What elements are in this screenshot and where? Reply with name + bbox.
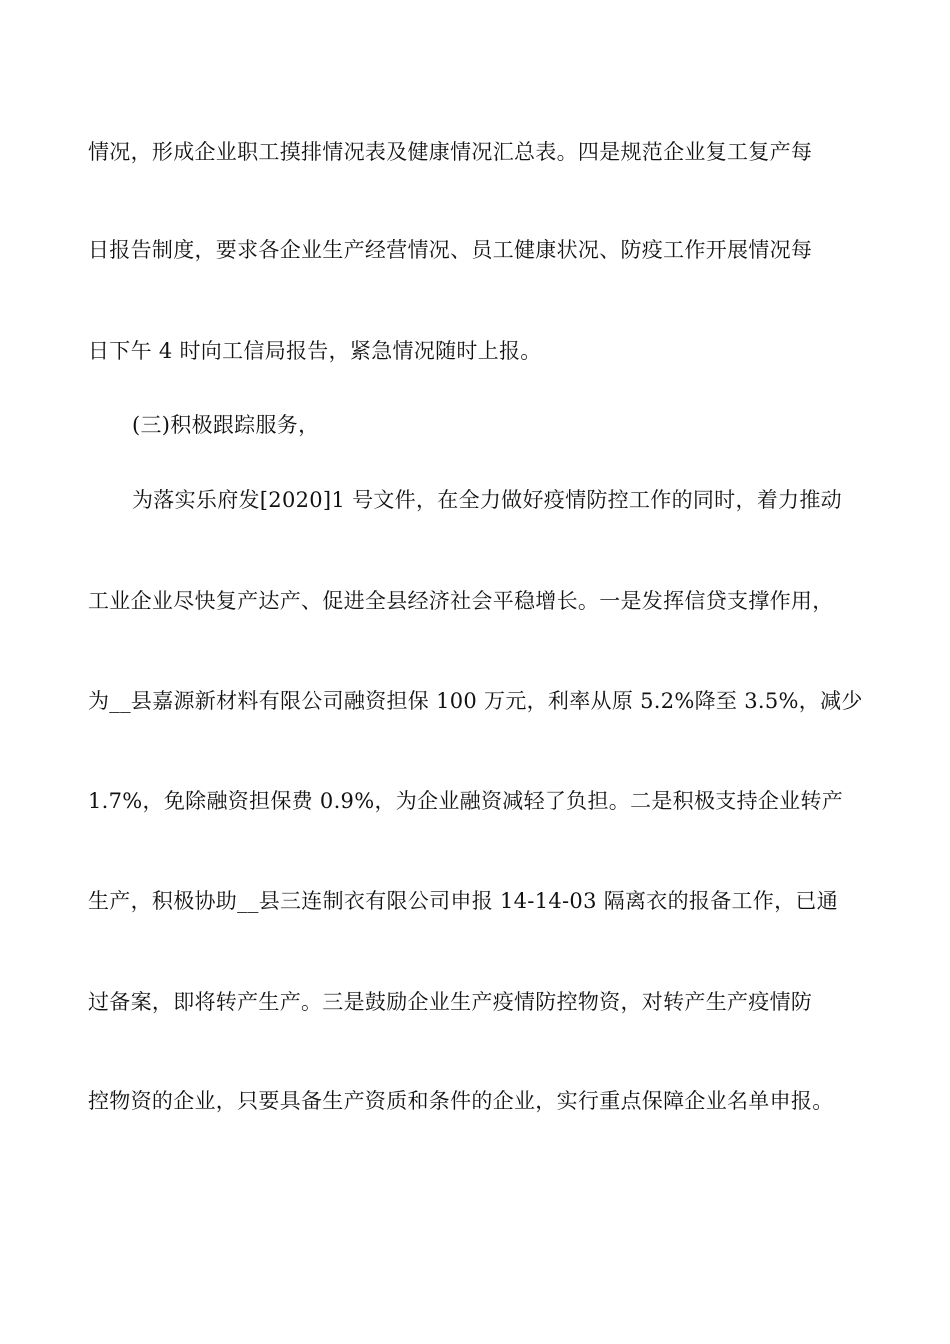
text-line: 为落实乐府发[2020]1 号文件，在全力做好疫情防控工作的同时，着力推动 bbox=[132, 488, 842, 512]
text-line: 过备案，即将转产生产。三是鼓励企业生产疫情防控物资，对转产生产疫情防 bbox=[88, 990, 813, 1014]
text-line: 日报告制度，要求各企业生产经营情况、员工健康状况、防疫工作开展情况每 bbox=[88, 238, 813, 262]
text-line: 1.7%，免除融资担保费 0.9%，为企业融资减轻了负担。二是积极支持企业转产 bbox=[88, 789, 844, 813]
text-line: 生产，积极协助__县三连制衣有限公司申报 14-14-03 隔离衣的报备工作，已通 bbox=[88, 889, 839, 913]
text-line: 日下午 4 时向工信局报告，紧急情况随时上报。 bbox=[88, 339, 542, 363]
text-line: 工业企业尽快复产达产、促进全县经济社会平稳增长。一是发挥信贷支撑作用， bbox=[88, 589, 834, 613]
text-line: 控物资的企业，只要具备生产资质和条件的企业，实行重点保障企业名单申报。 bbox=[88, 1089, 834, 1113]
section-heading: (三)积极跟踪服务， bbox=[132, 413, 320, 437]
text-line: 为__县嘉源新材料有限公司融资担保 100 万元，利率从原 5.2%降至 3.5%，减少 bbox=[88, 689, 863, 713]
text-line: 情况，形成企业职工摸排情况表及健康情况汇总表。四是规范企业复工复产每 bbox=[88, 140, 813, 164]
